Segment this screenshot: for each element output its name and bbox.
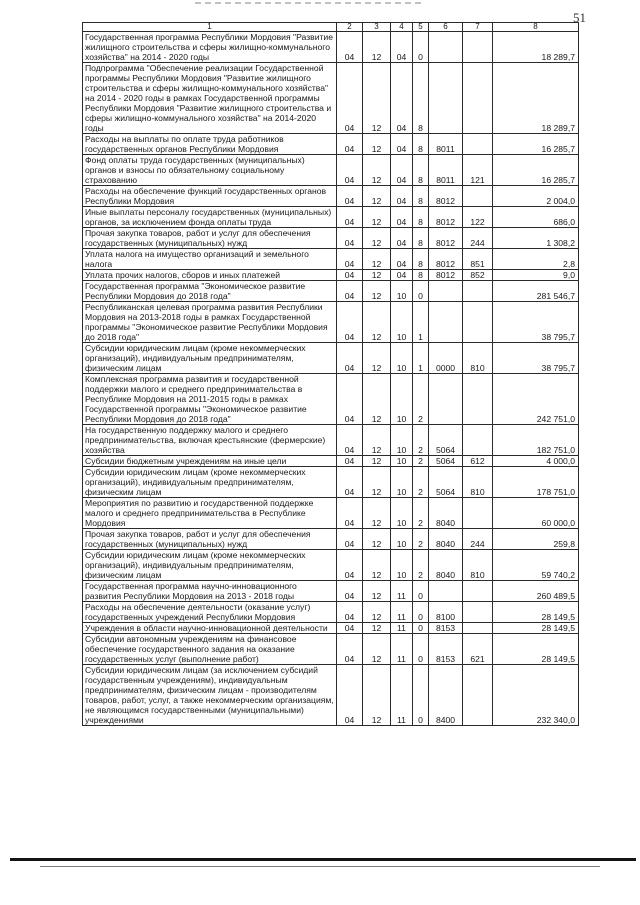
col4-cell: 11 — [391, 581, 413, 602]
amount-cell: 182 751,0 — [493, 425, 579, 456]
header-cell: 7 — [463, 23, 493, 32]
row-name-cell: Государственная программа Республики Мордовия "Развитие жилищного строительства и сферы жилищно-коммунального хозяйства" на 2014 - 2020 годы — [83, 32, 337, 63]
col6-cell: 8400 — [429, 665, 463, 726]
col5-cell: 2 — [413, 374, 429, 425]
col5-cell: 0 — [413, 665, 429, 726]
amount-cell: 242 751,0 — [493, 374, 579, 425]
amount-cell: 59 740,2 — [493, 550, 579, 581]
col5-cell: 1 — [413, 343, 429, 374]
col2-cell: 04 — [337, 456, 363, 467]
col3-cell: 12 — [363, 207, 391, 228]
row-name-cell: Субсидии юридическим лицам (кроме некоммерческих организаций), индивидуальным предпринимателям, физическим лицам — [83, 550, 337, 581]
row-name-cell: Прочая закупка товаров, работ и услуг для обеспечения государственных (муниципальных) нужд — [83, 228, 337, 249]
table-row — [83, 228, 579, 249]
header-cell: 3 — [363, 23, 391, 32]
row-name-cell: Расходы на обеспечение деятельности (оказание услуг) государственных учреждений Республики Мордовия — [83, 602, 337, 623]
col4-cell: 04 — [391, 63, 413, 134]
col6-cell: 8012 — [429, 186, 463, 207]
col6-cell: 8011 — [429, 134, 463, 155]
header-cell: 1 — [83, 23, 337, 32]
col3-cell: 12 — [363, 374, 391, 425]
col4-cell: 10 — [391, 343, 413, 374]
header-cell: 8 — [493, 23, 579, 32]
col3-cell: 12 — [363, 32, 391, 63]
col7-cell — [463, 498, 493, 529]
header-row — [83, 23, 579, 32]
amount-cell: 38 795,7 — [493, 343, 579, 374]
col5-cell: 0 — [413, 602, 429, 623]
row-name-cell: Государственная программа "Экономическое развитие Республики Мордовия до 2018 года" — [83, 281, 337, 302]
col3-cell: 12 — [363, 186, 391, 207]
table-row — [83, 634, 579, 665]
col4-cell: 10 — [391, 529, 413, 550]
col7-cell — [463, 665, 493, 726]
col4-cell: 10 — [391, 467, 413, 498]
row-name-cell: На государственную поддержку малого и среднего предпринимательства, включая крестьянские (фермерские) хозяйства — [83, 425, 337, 456]
col2-cell: 04 — [337, 581, 363, 602]
col4-cell: 04 — [391, 270, 413, 281]
col7-cell: 121 — [463, 155, 493, 186]
col3-cell: 12 — [363, 581, 391, 602]
row-name-cell: Субсидии бюджетным учреждениям на иные цели — [83, 456, 337, 467]
col3-cell: 12 — [363, 602, 391, 623]
col7-cell — [463, 281, 493, 302]
col4-cell: 04 — [391, 186, 413, 207]
col5-cell: 8 — [413, 228, 429, 249]
col4-cell: 04 — [391, 155, 413, 186]
col7-cell — [463, 581, 493, 602]
table-row — [83, 623, 579, 634]
row-name-cell: Мероприятия по развитию и государственной поддержке малого и среднего предпринимательства в Республике Мордовия — [83, 498, 337, 529]
row-name-cell: Субсидии юридическим лицам (кроме некоммерческих организаций), индивидуальным предпринимателям, физическим лицам — [83, 467, 337, 498]
amount-cell: 178 751,0 — [493, 467, 579, 498]
col6-cell: 8012 — [429, 249, 463, 270]
col7-cell — [463, 63, 493, 134]
col7-cell: 810 — [463, 343, 493, 374]
table-row — [83, 498, 579, 529]
amount-cell: 9,0 — [493, 270, 579, 281]
col2-cell: 04 — [337, 467, 363, 498]
col5-cell: 2 — [413, 425, 429, 456]
table-row — [83, 32, 579, 63]
amount-cell: 259,8 — [493, 529, 579, 550]
col5-cell: 0 — [413, 281, 429, 302]
amount-cell: 16 285,7 — [493, 155, 579, 186]
table-row — [83, 456, 579, 467]
row-name-cell: Уплата прочих налогов, сборов и иных платежей — [83, 270, 337, 281]
col5-cell: 0 — [413, 623, 429, 634]
col7-cell — [463, 425, 493, 456]
table-row — [83, 249, 579, 270]
col7-cell — [463, 32, 493, 63]
col6-cell: 5064 — [429, 425, 463, 456]
amount-cell: 1 308,2 — [493, 228, 579, 249]
amount-cell: 18 289,7 — [493, 63, 579, 134]
col3-cell: 12 — [363, 343, 391, 374]
col7-cell: 852 — [463, 270, 493, 281]
amount-cell: 4 000,0 — [493, 456, 579, 467]
col4-cell: 10 — [391, 550, 413, 581]
col6-cell: 0000 — [429, 343, 463, 374]
row-name-cell: Субсидии юридическим лицам (кроме некоммерческих организаций), индивидуальным предпринимателям, физическим лицам — [83, 343, 337, 374]
page-number: 51 — [573, 10, 586, 25]
header-cell: 4 — [391, 23, 413, 32]
col7-cell: 621 — [463, 634, 493, 665]
col7-cell — [463, 374, 493, 425]
amount-cell: 260 489,5 — [493, 581, 579, 602]
col2-cell: 04 — [337, 228, 363, 249]
table-row — [83, 343, 579, 374]
col2-cell: 04 — [337, 425, 363, 456]
col2-cell: 04 — [337, 32, 363, 63]
col6-cell: 8040 — [429, 529, 463, 550]
col6-cell — [429, 581, 463, 602]
table-row — [83, 302, 579, 343]
amount-cell: 28 149,5 — [493, 602, 579, 623]
table-row — [83, 207, 579, 228]
col2-cell: 04 — [337, 498, 363, 529]
bottom-rule-secondary — [40, 866, 600, 867]
header-cell: 2 — [337, 23, 363, 32]
col6-cell — [429, 63, 463, 134]
col2-cell: 04 — [337, 249, 363, 270]
col2-cell: 04 — [337, 529, 363, 550]
col6-cell: 8100 — [429, 602, 463, 623]
col7-cell — [463, 134, 493, 155]
col6-cell — [429, 302, 463, 343]
row-name-cell: Учреждения в области научно-инновационной деятельности — [83, 623, 337, 634]
col2-cell: 04 — [337, 550, 363, 581]
col5-cell: 8 — [413, 249, 429, 270]
col7-cell: 612 — [463, 456, 493, 467]
amount-cell: 232 340,0 — [493, 665, 579, 726]
col2-cell: 04 — [337, 302, 363, 343]
row-name-cell: Республиканская целевая программа развития Республики Мордовия на 2013-2018 годы в рамках Государственной программы "Экономическое развитие Республики Мордовия до 2018 года" — [83, 302, 337, 343]
col3-cell: 12 — [363, 623, 391, 634]
row-name-cell: Субсидии автономным учреждениям на финансовое обеспечение государственного задания на оказание государственных услуг (выполнение работ) — [83, 634, 337, 665]
col6-cell: 8012 — [429, 270, 463, 281]
col3-cell: 12 — [363, 467, 391, 498]
col5-cell: 0 — [413, 581, 429, 602]
col3-cell: 12 — [363, 529, 391, 550]
row-name-cell: Прочая закупка товаров, работ и услуг для обеспечения государственных (муниципальных) нужд — [83, 529, 337, 550]
col7-cell — [463, 623, 493, 634]
row-name-cell: Подпрограмма "Обеспечение реализации Государственной программы Республики Мордовия "Развитие жилищного строительства и сферы жилищно-коммунального хозяйства" на 2014 - 2020 годы в рамках Государственной программы Республики Мордовия "Развитие жилищного строительства и сферы жилищно-коммунального хозяйства" на 2014-2020 годы — [83, 63, 337, 134]
col3-cell: 12 — [363, 134, 391, 155]
col4-cell: 04 — [391, 134, 413, 155]
col3-cell: 12 — [363, 228, 391, 249]
col2-cell: 04 — [337, 343, 363, 374]
table-row — [83, 134, 579, 155]
col4-cell: 04 — [391, 207, 413, 228]
table-row — [83, 270, 579, 281]
col7-cell: 244 — [463, 228, 493, 249]
col6-cell: 8040 — [429, 550, 463, 581]
col4-cell: 10 — [391, 281, 413, 302]
col7-cell: 810 — [463, 550, 493, 581]
col3-cell: 12 — [363, 456, 391, 467]
col3-cell: 12 — [363, 281, 391, 302]
row-name-cell: Расходы на обеспечение функций государственных органов Республики Мордовия — [83, 186, 337, 207]
col3-cell: 12 — [363, 550, 391, 581]
table-row — [83, 281, 579, 302]
col5-cell: 2 — [413, 467, 429, 498]
col4-cell: 10 — [391, 302, 413, 343]
col4-cell: 11 — [391, 602, 413, 623]
col7-cell: 810 — [463, 467, 493, 498]
table-row — [83, 467, 579, 498]
col4-cell: 10 — [391, 374, 413, 425]
col7-cell: 851 — [463, 249, 493, 270]
col7-cell: 122 — [463, 207, 493, 228]
col2-cell: 04 — [337, 602, 363, 623]
amount-cell: 16 285,7 — [493, 134, 579, 155]
budget-table — [82, 22, 579, 726]
row-name-cell: Иные выплаты персоналу государственных (муниципальных) органов, за исключением фонда оплаты труда — [83, 207, 337, 228]
col5-cell: 8 — [413, 134, 429, 155]
col5-cell: 2 — [413, 456, 429, 467]
col6-cell: 8012 — [429, 207, 463, 228]
col3-cell: 12 — [363, 155, 391, 186]
col2-cell: 04 — [337, 155, 363, 186]
table-row — [83, 425, 579, 456]
col5-cell: 2 — [413, 529, 429, 550]
col5-cell: 8 — [413, 155, 429, 186]
col6-cell — [429, 281, 463, 302]
bottom-rule — [10, 858, 636, 861]
row-name-cell: Фонд оплаты труда государственных (муниципальных) органов и взносы по обязательному социальному страхованию — [83, 155, 337, 186]
col6-cell: 8040 — [429, 498, 463, 529]
table-row — [83, 374, 579, 425]
row-name-cell: Расходы на выплаты по оплате труда работников государственных органов Республики Мордовия — [83, 134, 337, 155]
col2-cell: 04 — [337, 186, 363, 207]
amount-cell: 281 546,7 — [493, 281, 579, 302]
amount-cell: 38 795,7 — [493, 302, 579, 343]
amount-cell: 686,0 — [493, 207, 579, 228]
col4-cell: 10 — [391, 456, 413, 467]
row-name-cell: Субсидии юридическим лицам (за исключением субсидий государственным учреждениям), индивидуальным предпринимателям, физическим лицам - производителям товаров, работ, услуг, а также некоммерческим организациям, не являющимся государственными (муниципальными) учреждениями — [83, 665, 337, 726]
col7-cell — [463, 602, 493, 623]
col6-cell: 5064 — [429, 467, 463, 498]
col6-cell — [429, 32, 463, 63]
amount-cell: 28 149,5 — [493, 623, 579, 634]
col7-cell: 244 — [463, 529, 493, 550]
col4-cell: 11 — [391, 665, 413, 726]
col3-cell: 12 — [363, 63, 391, 134]
amount-cell: 28 149,5 — [493, 634, 579, 665]
col7-cell — [463, 302, 493, 343]
col6-cell: 8153 — [429, 623, 463, 634]
col4-cell: 11 — [391, 634, 413, 665]
col3-cell: 12 — [363, 498, 391, 529]
table-row — [83, 155, 579, 186]
col3-cell: 12 — [363, 634, 391, 665]
col4-cell: 10 — [391, 425, 413, 456]
col2-cell: 04 — [337, 623, 363, 634]
col3-cell: 12 — [363, 302, 391, 343]
col5-cell: 8 — [413, 63, 429, 134]
col6-cell: 8153 — [429, 634, 463, 665]
col3-cell: 12 — [363, 665, 391, 726]
table-row — [83, 581, 579, 602]
col2-cell: 04 — [337, 63, 363, 134]
col2-cell: 04 — [337, 634, 363, 665]
header-cell: 5 — [413, 23, 429, 32]
col4-cell: 04 — [391, 228, 413, 249]
col5-cell: 8 — [413, 186, 429, 207]
col3-cell: 12 — [363, 249, 391, 270]
scan-artifact-top — [195, 2, 425, 4]
col3-cell: 12 — [363, 425, 391, 456]
col7-cell — [463, 186, 493, 207]
row-name-cell: Комплексная программа развития и государственной поддержки малого и среднего предпринимательства в Республике Мордовия на 2011-2015 годы в рамках Государственной программы "Экономическое развитие Республики Мордовия до 2018 года" — [83, 374, 337, 425]
col6-cell: 8011 — [429, 155, 463, 186]
table-row — [83, 186, 579, 207]
col5-cell: 8 — [413, 270, 429, 281]
col4-cell: 10 — [391, 498, 413, 529]
col5-cell: 0 — [413, 634, 429, 665]
col4-cell: 04 — [391, 32, 413, 63]
col4-cell: 04 — [391, 249, 413, 270]
col5-cell: 1 — [413, 302, 429, 343]
row-name-cell: Государственная программа научно-инновационного развития Республики Мордовия на 2013 - 2018 годы — [83, 581, 337, 602]
col6-cell — [429, 374, 463, 425]
col2-cell: 04 — [337, 134, 363, 155]
amount-cell: 2 004,0 — [493, 186, 579, 207]
col3-cell: 12 — [363, 270, 391, 281]
col2-cell: 04 — [337, 281, 363, 302]
table-row — [83, 63, 579, 134]
amount-cell: 18 289,7 — [493, 32, 579, 63]
col5-cell: 2 — [413, 498, 429, 529]
col5-cell: 8 — [413, 207, 429, 228]
amount-cell: 2,8 — [493, 249, 579, 270]
table-row — [83, 602, 579, 623]
header-cell: 6 — [429, 23, 463, 32]
col2-cell: 04 — [337, 374, 363, 425]
table-row — [83, 550, 579, 581]
table-row — [83, 665, 579, 726]
col6-cell: 5064 — [429, 456, 463, 467]
col4-cell: 11 — [391, 623, 413, 634]
col2-cell: 04 — [337, 665, 363, 726]
col6-cell: 8012 — [429, 228, 463, 249]
col5-cell: 2 — [413, 550, 429, 581]
col5-cell: 0 — [413, 32, 429, 63]
row-name-cell: Уплата налога на имущество организаций и земельного налога — [83, 249, 337, 270]
amount-cell: 60 000,0 — [493, 498, 579, 529]
col2-cell: 04 — [337, 270, 363, 281]
table-row — [83, 529, 579, 550]
col2-cell: 04 — [337, 207, 363, 228]
